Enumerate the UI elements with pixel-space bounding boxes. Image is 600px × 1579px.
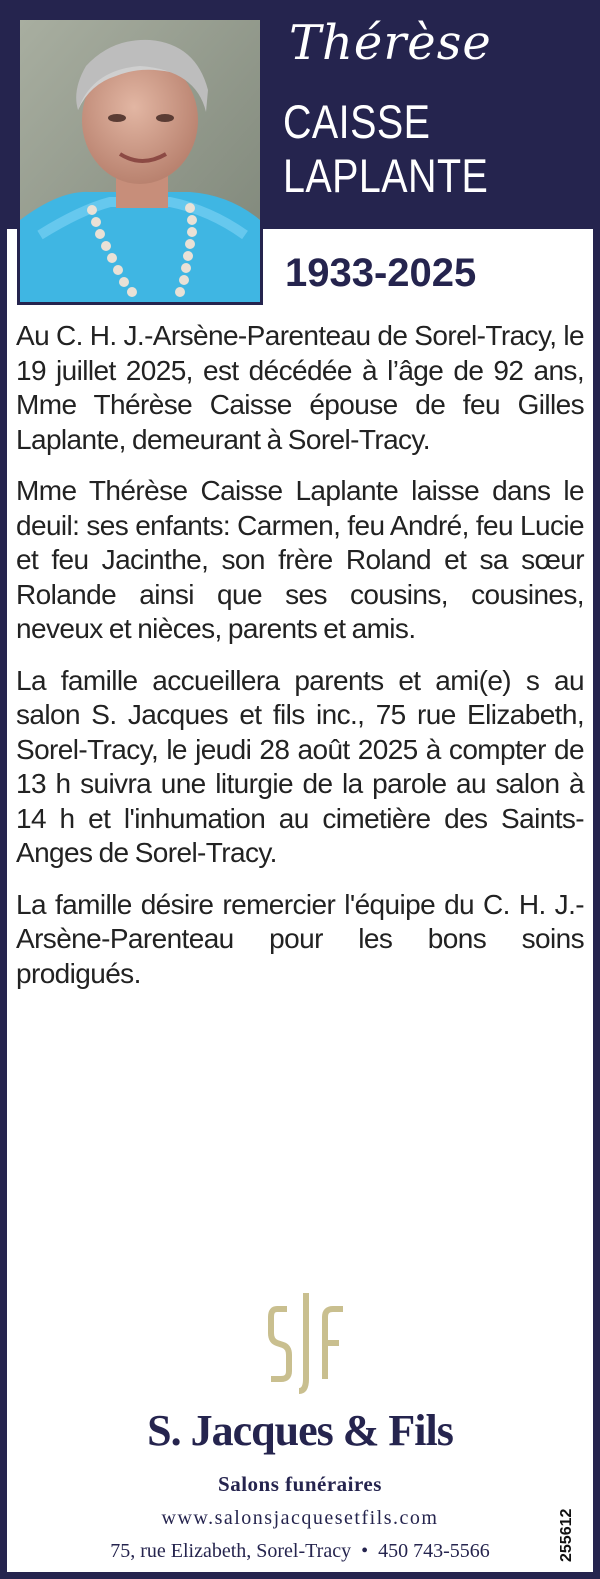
- funeral-home-address: 75, rue Elizabeth, Sorel-Tracy: [110, 1540, 352, 1562]
- separator-dot: •: [361, 1540, 369, 1562]
- funeral-home-website[interactable]: www.salonsjacquesetfils.com: [161, 1507, 439, 1529]
- funeral-home-phone: 450 743-5566: [378, 1540, 490, 1562]
- funeral-home-contact: [7, 1541, 593, 1561]
- paragraph-funeral-details: La famille accueillera parents et ami(e) s au salon S. Jacques et fils inc., 75 rue Elizabeth, Sorel-Tracy, le jeudi 28 août 2025 à compter de 13 h suivra une liturgie de la parole au salon à 14 h et l'inhumation au cimetière des Saints-Anges de Sorel-Tracy.: [16, 664, 584, 868]
- funeral-home-subtitle: Salons funéraires: [218, 1472, 382, 1496]
- paragraph-death-notice: Au C. H. J.-Arsène-Parenteau de Sorel-Tracy, le 19 juillet 2025, est décédée à l’âge de 92 ans, Mme Thérèse Caisse épouse de feu Gilles Laplante, demeurant à Sorel-Tracy.: [16, 320, 584, 455]
- life-years: 1933-2025: [285, 251, 477, 295]
- ad-reference-code: 255612: [558, 1508, 575, 1562]
- obituary-text: [16, 319, 584, 1008]
- first-name: Thérèse: [289, 15, 492, 71]
- last-name-line-2: LAPLANTE: [283, 149, 489, 202]
- sjf-monogram-logo: [263, 1287, 349, 1399]
- paragraph-survivors: Mme Thérèse Caisse Laplante laisse dans le deuil: ses enfants: Carmen, feu André, feu Lucie et feu Jacinthe, son frère Roland et sa sœur Rolande ainsi que ses cousins, cousines, neveux et nièces, parents et amis.: [16, 475, 584, 644]
- portrait-photo: [17, 17, 263, 305]
- funeral-home-name: S. Jacques & Fils: [147, 1406, 453, 1455]
- last-name-line-1: CAISSE: [283, 95, 431, 148]
- paragraph-thanks: La famille désire remercier l'équipe du C. H. J.-Arsène-Parenteau pour les bons soins prodigués.: [16, 888, 584, 989]
